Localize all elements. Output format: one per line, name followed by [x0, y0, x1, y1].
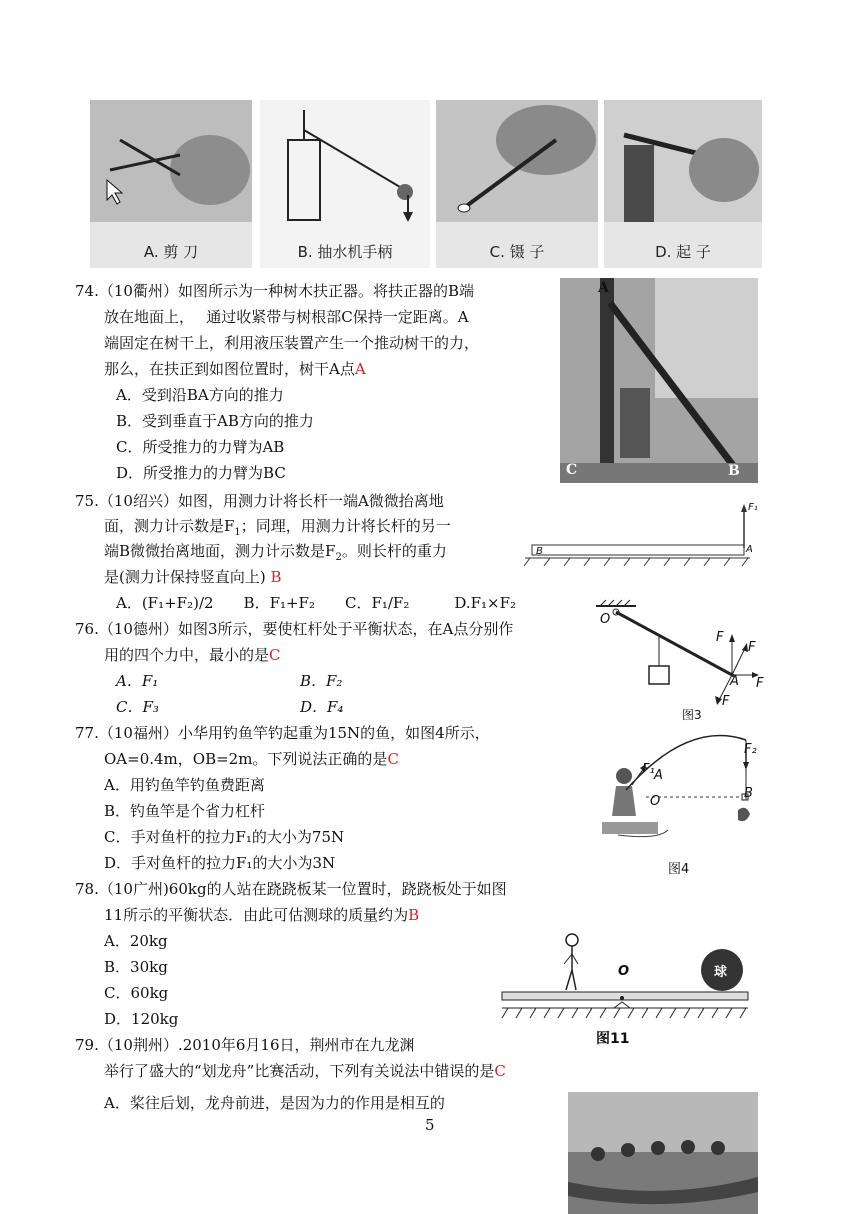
q79-line2 — [104, 1060, 506, 1082]
fig77-caption: 图4 — [668, 862, 690, 877]
fig74-label-a: A — [598, 280, 609, 296]
fig78-label-o: O — [618, 964, 630, 979]
q77-line1: 77.（10福州）小华用钓鱼竿钓起重为15N的鱼，如图4所示， — [75, 724, 490, 742]
q75-answer: B — [270, 568, 282, 586]
q76-line2 — [104, 644, 281, 666]
fig76-label-f4: F — [722, 694, 730, 709]
caption-a: A. 剪 刀 — [143, 243, 199, 261]
q75-options: A．(F₁+F₂)/2 B．F₁+F₂ C．F₁/F₂ D.F₁×F₂ — [116, 594, 517, 612]
q77-option-c: C．手对鱼杆的拉力F₁的大小为75N — [104, 828, 345, 846]
q74-option-d: D．所受推力的力臂为BC — [116, 464, 286, 482]
q75-line3-a: 端B微微抬离地面，测力计示数是F — [104, 542, 336, 560]
q76-option-a: A．F₁ — [116, 672, 159, 690]
tree-straightener-photo — [560, 278, 758, 483]
q76-option-b: B．F₂ — [300, 672, 343, 690]
q75-line2-a: 面，测力计示数是F — [104, 517, 235, 535]
q74-answer: A — [354, 360, 366, 378]
q78-option-a: A．20kg — [104, 932, 168, 950]
q75-line2-b: ；同理，用测力计将长杆的另一 — [240, 517, 451, 535]
fig78-ball-label: 球 — [714, 965, 728, 980]
q78-option-d: D．120kg — [104, 1010, 179, 1028]
fig75-label-a: A — [746, 544, 753, 555]
q75-line1: 75.（10绍兴）如图，用测力计将长杆一端A微微抬离地 — [75, 492, 444, 510]
q74-line3: 端固定在树干上，利用液压装置产生一个推动树干的力， — [104, 334, 480, 352]
fig76-label-o: O — [600, 612, 611, 627]
fig77-label-b: B — [744, 786, 753, 801]
fig77-label-f2: F₂ — [744, 742, 757, 757]
fig76-label-f3: F — [756, 676, 764, 691]
q75-line3: 端B微微抬离地面，测力计示数是$F_2$。则长杆的重力 — [104, 542, 447, 563]
fig77-label-o: O — [650, 794, 661, 809]
q77-answer: C — [387, 750, 399, 768]
caption-c: C. 镊 子 — [489, 243, 545, 261]
fig77-label-f1: F₁ — [642, 762, 655, 777]
q77-option-a: A．用钓鱼竿钓鱼费距离 — [104, 776, 265, 794]
q74-option-c: C．所受推力的力臂为AB — [116, 438, 285, 456]
fig76-label-f1: F — [716, 630, 724, 645]
q76-stem: 用的四个力中，最小的是 — [104, 646, 270, 664]
q74-line1: 74.（10衢州）如图所示为一种树木扶正器。将扶正器的B端 — [75, 282, 474, 300]
q75-stem: 是(测力计保持竖直向上) — [104, 568, 266, 586]
q75-rod-figure — [520, 500, 750, 575]
q78-stem: 11所示的平衡状态．由此可估测球的质量约为 — [104, 906, 409, 924]
q75-line2: 面，测力计示数是$F_1$；同理，用测力计将长杆的另一 — [104, 517, 451, 538]
q78-line1: 78.（10广州)60kg的人站在跷跷板某一位置时，跷跷板处于如图 — [75, 880, 507, 898]
q76-option-c: C．F₃ — [116, 698, 159, 716]
q78-option-c: C．60kg — [104, 984, 169, 1002]
fig74-label-b: B — [728, 463, 740, 479]
q77-option-d: D．手对鱼杆的拉力F₁的大小为3N — [104, 854, 336, 872]
q79-line1: 79.（10荆州）.2010年6月16日，荆州市在九龙渊 — [75, 1036, 415, 1054]
q78-line2 — [104, 904, 419, 926]
fig76-caption: 图3 — [682, 708, 702, 722]
scissors-photo — [90, 100, 252, 268]
fig74-label-c: C — [566, 462, 578, 478]
q75-line4 — [104, 566, 282, 588]
q74-line2: 放在地面上， 通过收紧带与树根部C保持一定距离。A — [104, 308, 469, 326]
q77-line2 — [104, 748, 399, 770]
fig78-caption: 图11 — [596, 1031, 630, 1047]
q75-line3-b: 。则长杆的重力 — [341, 542, 447, 560]
q74-line4 — [104, 358, 366, 380]
q74-stem: 那么，在扶正到如图位置时，树干A点 — [104, 360, 355, 378]
fig75-label-f: F₁ — [748, 502, 758, 513]
q77-stem: OA=0.4m，OB=2m。下列说法正确的是 — [104, 750, 388, 768]
page-number: 5 — [425, 1116, 435, 1134]
q78-answer: B — [408, 906, 420, 924]
caption-d: D. 起 子 — [655, 243, 711, 261]
tweezers-photo — [436, 100, 598, 268]
q74-option-b: B．受到垂直于AB方向的推力 — [116, 412, 314, 430]
q74-option-a: A．受到沿BA方向的推力 — [116, 386, 284, 404]
q77-option-b: B．钓鱼竿是个省力杠杆 — [104, 802, 266, 820]
q76-answer: C — [269, 646, 281, 664]
pump-handle-photo — [260, 100, 430, 268]
q79-option-a: A．桨往后划，龙舟前进，是因为力的作用是相互的 — [104, 1094, 445, 1112]
q76-option-d: D．F₄ — [300, 698, 344, 716]
fig76-label-a: A — [730, 674, 739, 689]
dragon-boat-photo — [568, 1092, 758, 1214]
q76-lever-figure — [596, 598, 776, 716]
fig77-label-a: A — [654, 768, 663, 783]
q76-line1: 76.（10德州）如图3所示，要使杠杆处于平衡状态，在A点分别作 — [75, 620, 514, 638]
q79-stem: 举行了盛大的“划龙舟”比赛活动，下列有关说法中错误的是 — [104, 1062, 495, 1080]
bottle-opener-photo — [604, 100, 762, 268]
fig75-label-b: B — [536, 546, 543, 557]
q77-fishing-figure — [598, 730, 766, 850]
caption-b: B. 抽水机手柄 — [297, 243, 393, 261]
fig76-label-f2: F — [748, 640, 756, 655]
q79-answer: C — [494, 1062, 506, 1080]
q78-option-b: B．30kg — [104, 958, 168, 976]
